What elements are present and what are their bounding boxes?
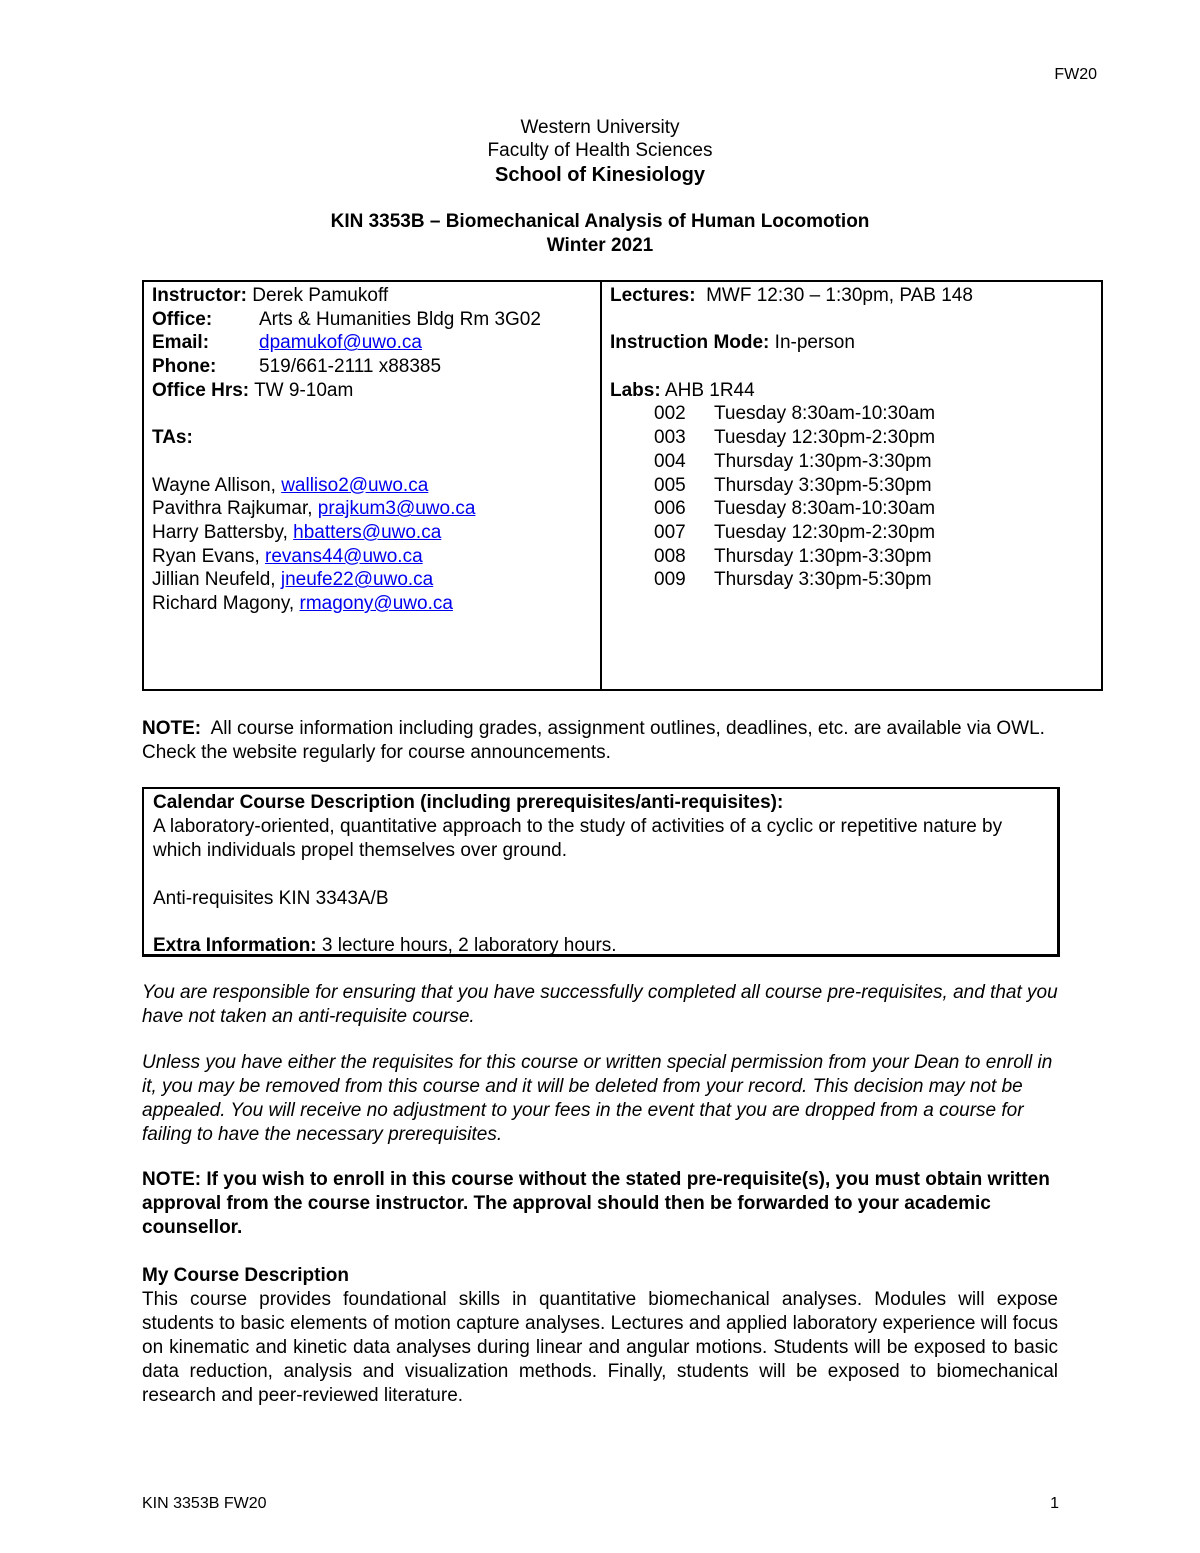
office-hours-label: Office Hrs: [152, 379, 250, 401]
ta-row [152, 568, 592, 592]
instructor-label: Instructor: [152, 285, 247, 306]
lab-section-row [610, 426, 1093, 450]
office-label: Office: [152, 308, 213, 330]
ta-row [152, 521, 592, 545]
ta-email-link[interactable]: revans44@uwo.ca [265, 545, 423, 567]
instruction-mode-row [610, 331, 1093, 355]
ta-row [152, 474, 592, 498]
lab-section-row [610, 545, 1093, 569]
responsibility-paragraph: You are responsible for ensuring that you have successfully completed all course pre-requisites, and that you have not taken an anti-requisite course. [142, 982, 1058, 1027]
lab-section-time: Tuesday 12:30pm-2:30pm [714, 522, 936, 543]
ta-email-link[interactable]: hbatters@uwo.ca [293, 522, 442, 543]
lab-section-row [610, 497, 1093, 521]
my-course-body: This course provides foundational skills in quantitative biomechanical analyses. Modules will expose students to basic elements of motion capture analyses. Lectures and applied laboratory experience will focus on kinematic and kinetic data analyses during linear and angular motions. Students will be exposed to basic data reduction, analysis and visualization methods. Finally, students will be exposed to biomechanical research and peer-reviewed literature. [142, 1289, 1058, 1406]
course-title: KIN 3353B – Biomechanical Analysis of Human Locomotion [330, 211, 870, 232]
phone-value: 519/661-2111 x88385 [259, 356, 442, 378]
lab-section-time: Tuesday 12:30pm-2:30pm [714, 427, 936, 449]
antirequisites: Anti-requisites KIN 3343A/B [153, 887, 389, 909]
course-term: Winter 2021 [546, 235, 654, 256]
lab-section-time: Thursday 1:30pm-3:30pm [714, 545, 932, 567]
instruction-mode-value: In-person [774, 332, 855, 354]
university-name: Western University [520, 117, 680, 138]
document-header [0, 116, 1200, 187]
office-hours-value: TW 9-10am [254, 379, 354, 401]
lectures-row [610, 284, 1093, 308]
my-course-section [142, 1264, 1058, 1408]
course-info-table [142, 280, 1103, 691]
extra-information-value: 3 lecture hours, 2 laboratory hours. [321, 935, 617, 957]
ta-name: Richard Magony, [152, 593, 300, 615]
phone-row [152, 355, 592, 379]
ta-name: Wayne Allison, [152, 474, 282, 496]
faculty-name: Faculty of Health Sciences [487, 140, 713, 161]
lab-section-number: 005 [654, 474, 686, 496]
instructor-name: Derek Pamukoff [252, 285, 389, 306]
extra-information [153, 934, 1048, 958]
lab-section-row [610, 521, 1093, 545]
lab-section-number: 008 [654, 545, 686, 567]
footer-course-code: KIN 3353B FW20 [142, 1495, 267, 1512]
calendar-heading: Calendar Course Description (including prerequisites/anti-requisites): [153, 792, 784, 813]
corner-label: FW20 [1054, 66, 1097, 83]
schedule-column [602, 282, 1101, 689]
removal-paragraph: Unless you have either the requisites for this course or written special permission from your Dean to enroll in it, you may be removed from this course and it will be deleted from your record. This decision may not be appealed. You will receive no adjustment to your fees in the event that you are dropped from a course for failing to have the necessary prerequisites. [142, 1052, 1053, 1145]
labs-value: AHB 1R44 [664, 379, 755, 401]
lab-section-number: 004 [654, 450, 686, 472]
owl-note-label: NOTE: [142, 718, 202, 739]
calendar-description-box [142, 787, 1060, 957]
email-label: Email: [152, 332, 210, 354]
email-row [152, 331, 592, 355]
lab-section-number: 002 [654, 403, 686, 425]
instructor-email-link[interactable]: dpamukof@uwo.ca [259, 332, 422, 354]
phone-label: Phone: [152, 356, 217, 378]
lab-section-time: Tuesday 8:30am-10:30am [714, 403, 936, 425]
course-heading [0, 210, 1200, 258]
ta-email-link[interactable]: walliso2@uwo.ca [281, 474, 429, 496]
my-course-heading: My Course Description [142, 1265, 349, 1286]
instructor-row [152, 284, 592, 308]
office-hours-row [152, 379, 592, 403]
ta-name: Pavithra Rajkumar, [152, 498, 318, 520]
ta-email-link[interactable]: rmagony@uwo.ca [299, 593, 453, 615]
lab-section-row [610, 568, 1093, 592]
lab-section-number: 003 [654, 427, 686, 449]
lab-section-row [610, 402, 1093, 426]
lab-section-time: Thursday 1:30pm-3:30pm [714, 450, 932, 472]
lectures-label: Lectures: [610, 285, 696, 306]
tas-label: TAs: [152, 427, 193, 449]
lectures-value: MWF 12:30 – 1:30pm, PAB 148 [706, 285, 973, 306]
ta-name: Jillian Neufeld, [152, 569, 281, 591]
ta-row [152, 545, 592, 569]
owl-note [142, 717, 1062, 765]
ta-name: Ryan Evans, [152, 545, 265, 567]
labs-label: Labs: [610, 379, 661, 401]
ta-email-link[interactable]: jneufe22@uwo.ca [280, 569, 434, 591]
office-row [152, 308, 592, 332]
ta-email-link[interactable]: prajkum3@uwo.ca [317, 498, 476, 520]
prerequisite-note: NOTE: If you wish to enroll in this course without the stated pre-requisite(s), you must obtain written approval from the course instructor. The approval should then be forwarded to your academic counsellor. [142, 1169, 1050, 1238]
lab-section-row [610, 450, 1093, 474]
owl-note-text: All course information including grades, assignment outlines, deadlines, etc. are available via OWL. Check the website regularly for course announcements. [142, 718, 1045, 763]
ta-row [152, 592, 592, 616]
instruction-mode-label: Instruction Mode: [610, 332, 770, 354]
lab-section-number: 006 [654, 498, 686, 520]
page-number: 1 [1050, 1495, 1059, 1512]
ta-name: Harry Battersby, [152, 522, 294, 543]
lab-section-number: 007 [654, 522, 686, 543]
extra-information-label: Extra Information: [153, 935, 317, 957]
lab-section-number: 009 [654, 569, 686, 591]
school-name: School of Kinesiology [494, 164, 705, 186]
instructor-column [144, 282, 602, 689]
lab-section-row [610, 474, 1093, 498]
office-value: Arts & Humanities Bldg Rm 3G02 [259, 308, 541, 330]
lab-section-time: Thursday 3:30pm-5:30pm [714, 474, 932, 496]
lab-section-time: Thursday 3:30pm-5:30pm [714, 569, 932, 591]
lab-section-time: Tuesday 8:30am-10:30am [714, 498, 936, 520]
labs-row [610, 379, 1093, 403]
calendar-description: A laboratory-oriented, quantitative approach to the study of activities of a cyclic or repetitive nature by which individuals propel themselves over ground. [153, 816, 1003, 861]
ta-row [152, 497, 592, 521]
